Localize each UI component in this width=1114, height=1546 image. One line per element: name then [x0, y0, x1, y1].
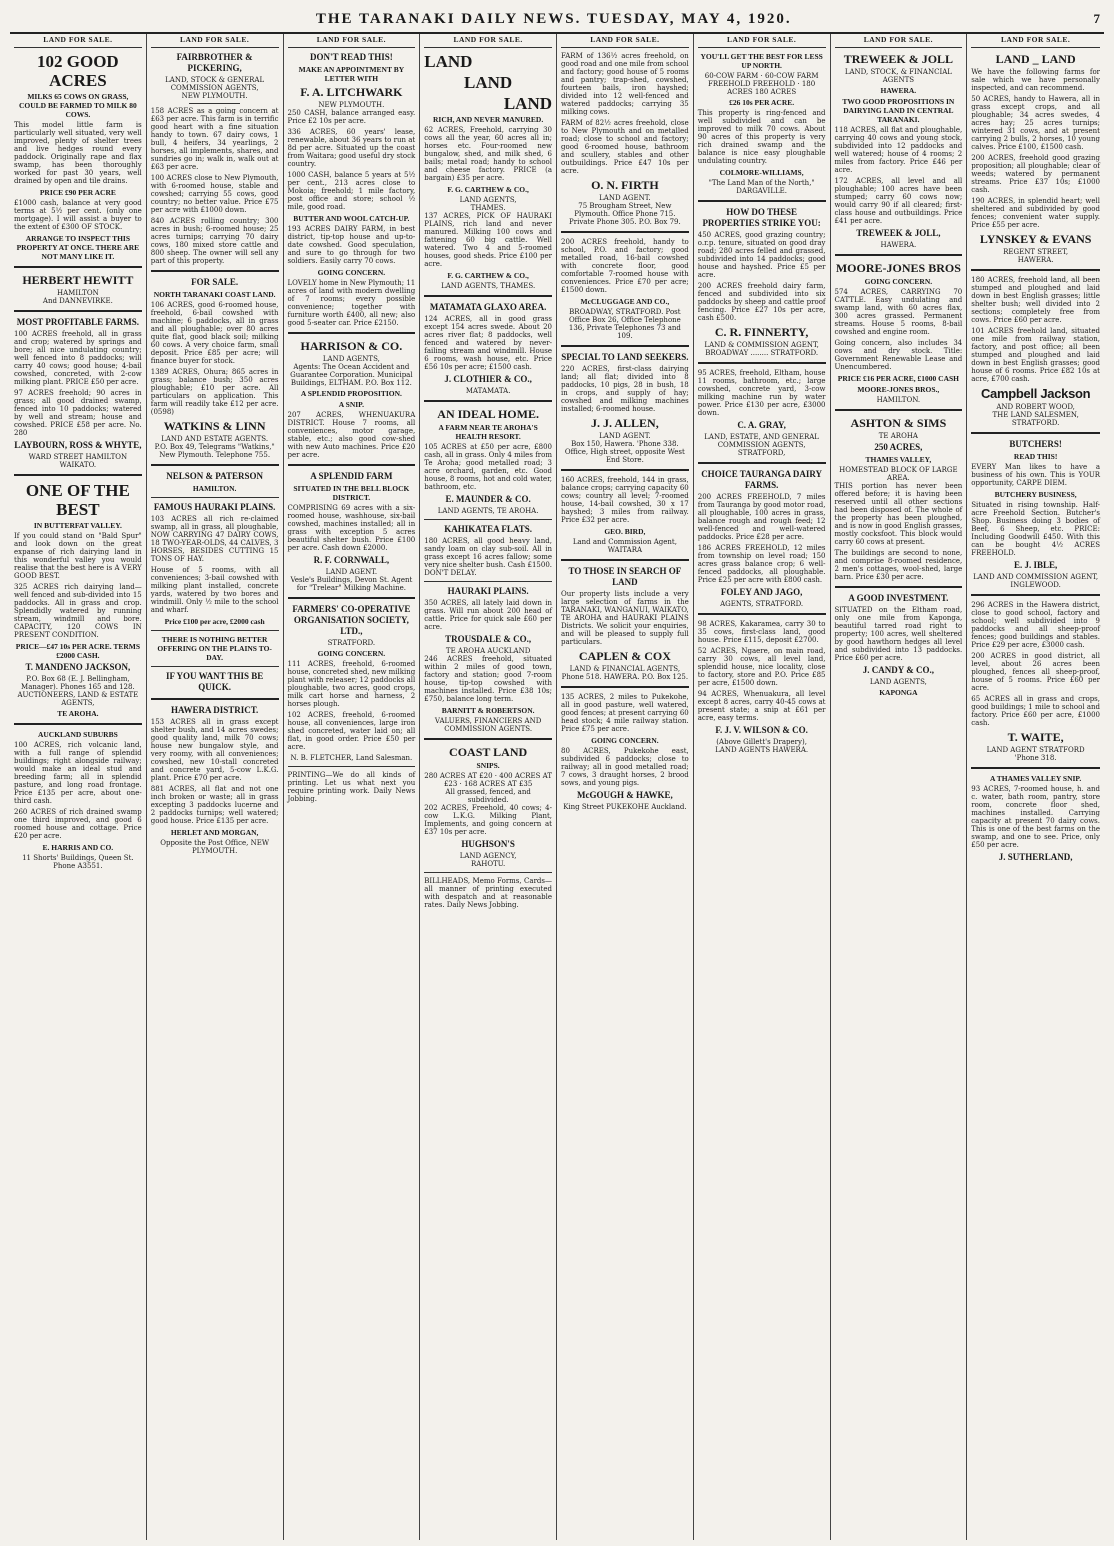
agent-name: HUGHSON'S [461, 839, 515, 849]
column-7 [831, 34, 968, 1540]
ad-body: 180 ACRES, all good heavy land, sandy loam on clay sub-soil. All in grass except 16 acres fallow; some very nice shelter bush. Cash £1500. DON'T DELAY. [424, 537, 552, 577]
ad-body: 102 ACRES, freehold, 6-roomed house, all conveniences, large iron shed concreted, water laid on; all flat, in good order. Price £50 per acre. [287, 711, 416, 751]
agent-name: LYNSKEY & EVANS [979, 232, 1092, 246]
ad-title: A SPLENDID PROPOSITION. [300, 389, 402, 398]
agent-town: TE AROHA [878, 432, 918, 440]
ad-title: BUTTER AND WOOL CATCH-UP. [293, 214, 410, 223]
agent-role: LAND AGENTS, [869, 678, 927, 686]
ad-title: LAND [424, 52, 473, 71]
agent-name: TREWEEK & JOLL [843, 52, 954, 66]
ad-body: 190 ACRES, in splendid heart; well sheltered and subdivided by good fences; convenient water supply. Price £55 per acre. [971, 197, 1100, 229]
ad-body: 124 ACRES, all in good grass except 154 acres swede. About 20 acres river flat; 8 paddocks, well fenced and watered by never-failing stream and windmill. House 6 rooms, wash house, etc. Price £56 10s per acre; £1500 cash. [424, 315, 552, 371]
ad-body: 95 ACRES, freehold, Eltham, house 11 rooms, bathroom, etc.; large cowshed, concrete yard, 3-cow milking machine run by water power. Price £130 per acre, £3000 down. [697, 369, 826, 417]
agent-name: TREWEEK & JOLL, [856, 228, 941, 238]
ad-title: THERE IS NOTHING BETTER OFFERING ON THE PLAINS TO-DAY. [157, 635, 272, 662]
ad-subtitle: STRATFORD. [327, 639, 376, 647]
ad-body: 52 ACRES, Ngaere, on main road, carry 30 cows, all level land, splendid house, nice locality, close to factory, store and P.O. Price £85 per acre, £1500 down. [697, 647, 826, 687]
ad-body: 200 ACRES FREEHOLD, 7 miles from Tauranga by good motor road, all ploughable, 100 acres in grass, balance rough and rough feed; 12 well-fenced and well-watered paddocks. Price £28 per acre. [697, 493, 826, 541]
agent-address: King Street PUKEKOHE Auckland. [563, 803, 687, 811]
masthead [10, 6, 1104, 34]
ad-body: 101 ACRES freehold land, situated one mile from railway station, factory, and post office; all been stumped and ploughed and laid down in best English grasses; good house of 6 rooms. Price £82 10s at acre, £700 cash. [971, 327, 1100, 383]
ad-title: FAMOUS HAURAKI PLAINS. [153, 502, 276, 512]
agent-name: TROUSDALE & CO., [445, 634, 532, 644]
ad-body: 103 ACRES all rich re-claimed swamp, all in grass, all ploughable, NOW CARRYING 47 DAIRY COWS, 18 TWO-YEAR-OLDS, 44 CALVES, 3 HORSES, BESIDES CUTTING 15 TONS OF HAY. [150, 515, 279, 563]
ad-title: A GOOD INVESTMENT. [848, 593, 949, 603]
ad-title: KAHIKATEA FLATS. [444, 524, 532, 534]
agent-name: FAIRBROTHER & PICKERING, [176, 52, 253, 73]
ad-subtitle: READ THIS! [1013, 452, 1058, 461]
agent-name: HERLET AND MORGAN, [170, 828, 259, 837]
ad-body: 105 ACRES at £50 per acre, £800 cash, all in grass. Only 4 miles from Te Aroha; good metalled road; 3 acre orchard, garden, etc. Good house, 8 rooms, hot and cold water, bathroom, etc. [424, 443, 552, 491]
agent-name: J. CLOTHIER & CO., [444, 374, 532, 384]
ad-title: AN IDEAL HOME. [437, 407, 539, 421]
agent-town: STRATFORD. [1011, 419, 1060, 427]
ad-body: 93 ACRES, 7-roomed house, h. and c. water, bath room, pantry, store room, concrete floor shed, machines installed. Carrying capacity at present 70 dairy cows. This is one of the best farms on the swamp, and one to see. Price, only £50 per acre. [971, 785, 1100, 849]
ad-body: 97 ACRES freehold; 90 acres in grass; all good drained swamp, fenced into 10 paddocks; watered by well and stream; house and cowshed. PRICE £58 per acre. No. 280 [14, 389, 142, 437]
ad-body: 325 ACRES rich dairying land—well fenced and sub-divided into 15 paddocks. All in grass and crop. Splendidly watered by running stream, windmill and bore. CAPACITY, 120 COWS IN PRESENT CONDITION. [14, 583, 142, 639]
ad-title: FARMERS' CO-OPERATIVE ORGANISATION SOCIETY, LTD., [292, 604, 411, 636]
agent-role: THE LAND SALESMEN, [992, 411, 1079, 419]
column-heading: LAND FOR SALE. [14, 34, 142, 48]
ad-subtitle: A SNIP. [338, 400, 364, 409]
ad-body: 111 ACRES, freehold, 6-roomed house, concreted shed, new milking plant with releaser; 12 paddocks all ploughable, two acres, good crops, milk cart horse and harness, 2 horses plough. [287, 660, 416, 708]
agent-name: J. SUTHERLAND, [998, 852, 1073, 862]
ad-terms: £1000 cash, balance at very good terms at 5½ per cent. (only one mortgage). I will assist a buyer to the extent of £300 OF STOCK. [14, 199, 142, 231]
agent-name: C. R. FINNERTY, [714, 325, 809, 339]
agent-address: Box 150, Hawera. 'Phone 338. Office, High street, opposite West End Store. [564, 440, 685, 464]
agent-address: BROADWAY, STRATFORD. Post Office Box 26, Office Telephone 136, Private Telephones 73 and 109. [568, 308, 681, 340]
agent-town: INGLEWOOD. [1010, 581, 1061, 589]
masthead-title: THE TARANAKI DAILY NEWS. TUESDAY, MAY 4, 1920. [315, 10, 792, 27]
ad-body: SITUATED on the Eltham road, only one mile from Kaponga, beautiful tarred road right to property; 100 acres, well sheltered by good hawthorn hedges all level and subdivided into 13 paddocks. Price £60 per acre. [834, 606, 963, 662]
ad-title: LAND [464, 73, 513, 92]
column-5 [557, 34, 694, 1540]
ad-body: 1389 ACRES, Ohura; 865 acres in grass; balance bush; 350 acres ploughable; £10 per acre. All particulars on application. This farm will readily take £12 per acre. (0598) [150, 368, 279, 416]
ad-title: AUCKLAND SUBURBS [37, 730, 118, 739]
agent-name: HERBERT HEWITT [22, 273, 134, 287]
agent-name: HARRISON & CO. [300, 339, 403, 353]
agent-role: LAND AGENTS, THAMES. [441, 282, 536, 290]
ad-body: This model little farm is particularly well situated, very well improved, plenty of shelter trees and live hedges round every paddock. Originally rape and flax swamp, has been thoroughly worked for past 30 years, well drained by open and tile drains. [14, 121, 142, 185]
agent-role: LAND AGENT. [325, 568, 378, 576]
agent-role: LAND AGENTS, [459, 196, 517, 204]
ad-title: BUTCHERS! [1009, 439, 1062, 449]
column-2 [147, 34, 284, 1540]
ad-title: MOORE-JONES BROS [835, 261, 961, 275]
ad-body: 98 ACRES, Kakaramea, carry 30 to 35 cows, first-class land, good house. Price £115, deposit £2700. [697, 620, 826, 644]
ad-title: GOING CONCERN. [317, 268, 386, 277]
ad-body: 80 ACRES, Pukekohe east, subdivided 6 paddocks; close to railway; all in good metalled road; 7 cows, 3 draught horses, 2 brood sows, and young pigs. [561, 747, 689, 787]
column-heading: LAND FOR SALE. [698, 34, 826, 48]
column-heading: LAND FOR SALE. [971, 34, 1100, 48]
ad-body: Situated in rising township. Half-acre Freehold Section. Butcher's Shop. Business doing 3 bodies of Beef, 6 Sheep, etc. PRICE: Including Goodwill £450. With this can be bought 4½ ACRES FREEHOLD. [971, 501, 1100, 557]
ad-subtitle: GOING CONCERN. [317, 649, 386, 658]
agent-name: NELSON & PATERSON [166, 471, 263, 481]
agent-role: LAND AGENCY, [459, 852, 517, 860]
agent-role: LAND, STOCK, & FINANCIAL AGENTS [844, 68, 952, 84]
ad-body: 574 ACRES, CARRYING 70 CATTLE. Easy undulating and swamp land, with 60 acres flax, 300 acres grassed. Permanent streams. House 5 rooms, 8-bail cowshed and engine room. [834, 288, 963, 336]
ad-title: COAST LAND [449, 745, 528, 759]
column-1 [10, 34, 147, 1540]
agent-address: 75 Brougham Street, New Plymouth. Office Phone 715. Private Phone 305. P.O. Box 79. [569, 202, 681, 226]
ad-body: 336 ACRES, 60 years' lease, renewable, about 36 years to run at 8d per acre. Situated up the coast from Waitara; good useful dry stock country. [287, 128, 416, 168]
ad-subtitle: MAKE AN APPOINTMENT BY LETTER WITH [298, 65, 405, 83]
ad-title: SPECIAL TO LAND SEEKERS. [561, 352, 689, 362]
ad-list: 280 ACRES AT £20 · 400 ACRES AT £23 · 168 ACRES AT £35 [424, 772, 552, 788]
agent-town: HAWERA. [880, 86, 917, 95]
agent-name: LAYBOURN, ROSS & WHYTE, [14, 440, 142, 450]
ad-subtitle: NORTH TARANAKI COAST LAND. [153, 290, 276, 299]
ad-body: FARM of 82½ acres freehold, close to New Plymouth and on metalled road; close to school and factory; good 6-roomed house, bathroom and scullery, stables and other outbuildings. Price £47 10s per acre. [561, 119, 689, 175]
ad-subtitle: MILKS 65 COWS ON GRASS, COULD BE FARMED TO MILK 80 COWS. [19, 92, 137, 119]
ad-body: 296 ACRES in the Hawera district, close to good school, factory and school; well subdivided into 9 paddocks and all sheep-proof fences; good buildings and stables. Price £29 per acre, £3000 cash. [971, 601, 1100, 649]
agent-name: J. CANDY & CO., [862, 665, 934, 675]
ad-list: 60-COW FARM · 60-COW FARM [704, 72, 819, 80]
agent-name: R. F. CORNWALL, [313, 555, 390, 565]
agent-name: Campbell Jackson [980, 386, 1091, 401]
ad-title: CHOICE TAURANGA DAIRY FARMS. [701, 469, 823, 490]
agent-town: BROADWAY ........ STRATFORD. [705, 349, 819, 357]
ad-body: House of 5 rooms, with all conveniences; 3-bail cowshed with milking plant installed, concrete yards, watered by two bores and windmill. Only ½ mile to the school and wharf. [150, 566, 279, 614]
ad-subtitle: SNIPS. [476, 761, 500, 770]
ad-body: 220 ACRES, first-class dairying land; all flat; divided into 8 paddocks, 10 pigs, 28 in bush, 18 in crops, and supply of hay; cowshed and milking machines installed; 6-roomed house. [561, 365, 689, 413]
ad-title: MATAMATA GLAXO AREA. [429, 302, 547, 312]
agent-town: THAMES. [470, 204, 506, 212]
agent-role: LAND AGENTS, TE AROHA. [437, 507, 539, 515]
ad-subtitle: BUTCHERY BUSINESS, [994, 490, 1077, 499]
agent-town: MATAMATA. [465, 387, 511, 395]
ad-body: COMPRISING 69 acres with a six-roomed house, washhouse, six-bail cowshed, machines installed; all in grass with exception 5 acres beautiful shelter bush. Price £100 per acre. Cash down £2000. [287, 504, 416, 552]
ad-price: £26 10s PER ACRE. [729, 98, 795, 107]
ad-body: 106 ACRES, good 6-roomed house, freehold, 6-bail cowshed with machine; 6 paddocks, all in grass and all ploughable; over 80 acres quite flat, good black soil; milking 60 cows. A very choice farm, small deposit. Price £85 per acre; will finance buyer for stock. [150, 301, 279, 365]
ad-body: 840 ACRES rolling country; 300 acres in bush; 6-roomed house; 25 acres turnips; carrying 70 dairy cows, 180 mixed store cattle and 800 sheep. The owner will sell any part of this property. [150, 217, 279, 265]
column-heading: LAND FOR SALE. [561, 34, 689, 48]
ad-title: HOW DO THESE PROPERTIES STRIKE YOU: [702, 207, 821, 228]
agent-address: REGENT STREET, [1003, 248, 1069, 256]
ad-body: 881 ACRES, all flat and not one inch broken or waste; all in grass excepting 3 paddocks lucerne and 2 paddocks turnips; well watered; good house. Price £135 per acre. [150, 785, 279, 825]
agent-name: E. HARRIS AND CO. [42, 843, 114, 852]
agent-name: F. G. CARTHEW & CO., [447, 185, 529, 194]
ad-body: 158 ACRES as a going concern at £63 per acre. This farm is in terrific good heart with a fine situation handy to town. 67 dairy cows, 1 bull, 4 heifers, 34 yearlings, 2 horses, all implements, shares, and sundries go in; walk in, walk out at £63 per acre. [150, 107, 279, 171]
ad-price: PRICE £90 PER ACRE [39, 188, 116, 197]
ad-body: LOVELY home in New Plymouth; 11 acres of land with modern dwelling of 7 rooms; every possible convenience; together with furniture worth £400, all new; also good 5-seater car. Price £2150. [287, 279, 416, 327]
ad-body: 200 ACRES freehold dairy farm, fenced and subdivided into six paddocks by sheep and cattle proof fencing. Price £27 10s per acre, cash £500. [697, 282, 826, 322]
ad-list: FREEHOLD FREEHOLD · 180 ACRES 180 ACRES [708, 80, 816, 96]
ad-body: 350 ACRES, all lately laid down in grass. Will run about 200 head of cattle. Price for quick sale £60 per acre. [424, 599, 552, 631]
page-number: 7 [1093, 11, 1100, 26]
agent-address: P.O. Box 68 (E. J. Bellingham, Manager). Phones 165 and 128. [21, 675, 135, 691]
agent-name: E. MAUNDER & CO. [445, 494, 531, 504]
agent-role: LAND AGENTS, [322, 355, 380, 363]
ad-title: MOST PROFITABLE FARMS. [16, 317, 139, 327]
ad-body: Our property lists include a very large selection of farms in the TARANAKI, WANGANUI, WAIKATO, TE AROHA and HAURAKI PLAINS Districts. We solicit your enquiries, and will be pleased to supply full particulars. [561, 590, 689, 646]
column-heading: LAND FOR SALE. [288, 34, 416, 48]
agent-town: RAHOTU. [470, 860, 506, 868]
ad-price: PRICE—£47 10s PER ACRE. TERMS £2000 CASH. [15, 642, 140, 660]
printing-notice: BILLHEADS, Memo Forms, Cards—all manner of printing executed with despatch and at reasonable rates. Daily News Jobbing. [424, 877, 552, 909]
agent-role: LAND & COMMISSION AGENT, [704, 341, 819, 349]
ad-body: 1000 CASH, balance 5 years at 5½ per cent., 213 acres close to Mokoia; freehold; 1 mile factory, post office and store; school ½ mile, good road. [287, 171, 416, 211]
agent-name: F. A. LITCHWARK [300, 85, 403, 99]
ad-title: A SPLENDID FARM [310, 471, 393, 481]
agent-address: Phone 518. HAWERA. P.O. Box 125. [561, 673, 689, 681]
agent-role: LAND AND COMMISSION AGENT, [973, 573, 1099, 581]
agent-name: F. G. CARTHEW & CO., [447, 271, 529, 280]
column-heading: LAND FOR SALE. [424, 34, 552, 48]
ad-body: 200 ACRES in good district, all level, about 26 acres been ploughed, fences all sheep-proof, house of 5 rooms. Price £60 per acre. [971, 652, 1100, 692]
ad-body: FARM of 136½ acres freehold, on good road and one mile from school and factory; good house of 5 rooms and pantry; trap-shed, cowshed, fourteen bails, iron hayshed; divided into 12 well-fenced and watered paddocks; carrying 35 milking cows. [561, 52, 689, 116]
ad-title: 102 GOOD ACRES [37, 52, 119, 90]
ad-title: ONE OF THE BEST [25, 481, 130, 519]
agent-name: CAPLEN & COX [578, 649, 671, 663]
ad-subtitle: HOMESTEAD BLOCK OF LARGE AREA. [839, 466, 958, 482]
ad-title: YOU'LL GET THE BEST FOR LESS UP NORTH. [700, 52, 823, 70]
ad-title: IF YOU WANT THIS BE QUICK. [165, 671, 264, 692]
column-8 [967, 34, 1104, 1540]
ad-title: FOR SALE. [191, 277, 239, 287]
agent-town: STRATFORD, [737, 449, 786, 457]
column-heading: LAND FOR SALE. [835, 34, 963, 48]
agent-name: ASHTON & SIMS [850, 416, 947, 430]
agent-address: WARD STREET HAMILTON WAIKATO. [28, 453, 128, 469]
agent-role: "The Land Man of the North," [708, 179, 815, 187]
agent-town: NEW PLYMOUTH. [318, 101, 385, 109]
ad-subtitle: GOING CONCERN. [591, 736, 659, 745]
agent-address: Vesle's Buildings, Devon St. Agent for "Trelear" Milking Machine. [290, 576, 413, 592]
agent-name: MOORE-JONES BROS., [857, 385, 940, 394]
ad-title: LAND _ LAND [995, 52, 1076, 66]
ad-body: 94 ACRES, Whenuakura, all level except 8 acres, carry 40-45 cows at present state; a snip at £61 per acre, easy terms. [697, 690, 826, 722]
agent-name: COLMORE-WILLIAMS, [719, 168, 804, 177]
ad-body: The buildings are second to none, and comprise 8-roomed residence, 2 men's cottages, wool-shed, large barn. Price £30 per acre. [834, 549, 963, 581]
ad-body: 50 ACRES, handy to Hawera, all in grass except crops, and all ploughable; 34 acres swedes, 4 acres hay; 25 acres turnips; wintered 31 cows, and at present carrying 2 bulls, 2 horses, 10 young calves. Price £100, £1500 cash. [971, 95, 1100, 151]
ad-subtitle: SITUATED IN THE BELL BLOCK DISTRICT. [293, 484, 410, 502]
ad-body: 207 ACRES, WHENUAKURA DISTRICT. House 7 rooms, all conveniences, motor garage, stable, etc.; also good cow-shed with new Auto machines. Price £20 per acre. [287, 411, 416, 459]
ad-title: A THAMES VALLEY SNIP. [990, 774, 1082, 783]
ad-body: 186 ACRES FREEHOLD, 12 miles from township on level road; 150 acres grass balance crop; 6 well-fenced paddocks, all ploughable. Price £25 per acre with £800 cash. [697, 544, 826, 584]
agent-name: T. MANDENO JACKSON, [25, 662, 131, 672]
ad-body: 260 ACRES of rich drained swamp one third improved, and good 6 roomed house and cottage. Price £20 per acre. [14, 808, 142, 840]
agent-address: P.O. Box 49, Telegrams "Watkins," New Plymouth. Telephone 755. [154, 443, 275, 459]
agent-role: AGENTS, STRATFORD. [720, 600, 804, 608]
agent-role: AUCTIONEERS, LAND & ESTATE AGENTS, [17, 691, 139, 707]
agent-town: NEW PLYMOUTH. [181, 92, 248, 100]
ad-body: 172 ACRES, all level and all ploughable; 100 acres have been stumped; carry 60 cows now; would carry 90 if all cleared; first-class house and outbuildings. Price £41 per acre. [834, 177, 963, 225]
agent-name: BARNITT & ROBERTSON. [441, 706, 535, 715]
ad-title: LAND [503, 94, 552, 113]
ad-body: 180 ACRES, freehold land, all been stumped and ploughed and laid down in best English grasses; little shelter bush; well divided into 2 sections; completely free from cows. Price £60 per acre. [971, 276, 1100, 324]
agent-role: LAND, STOCK & GENERAL COMMISSION AGENTS, [165, 76, 265, 92]
agent-name: WATKINS & LINN [163, 419, 266, 433]
ad-body: 450 ACRES, good grazing country; o.r.p. tenure, situated on good dray road; 280 acres felled and grassed, subdivided into 14 paddocks; good house and hayshed. Price £5 per acre. [697, 231, 826, 279]
ad-price: Price £100 per acre, £2000 cash [164, 617, 265, 626]
ad-price: PRICE £16 PER ACRE, £1000 CASH [837, 374, 959, 383]
column-heading: LAND FOR SALE. [151, 34, 279, 48]
agent-role: (Above Gillett's Drapery), [716, 738, 807, 746]
agent-role: Land and Commission Agent, [572, 538, 677, 546]
agent-town: HAWERA. [1017, 256, 1054, 264]
ad-title: 250 ACRES, [874, 442, 923, 452]
agent-name: FOLEY AND JAGO, [720, 587, 803, 597]
agent-town: KAPONGA [879, 688, 918, 697]
agent-name: F. J. V. WILSON & CO. [715, 725, 808, 735]
agent-address: Opposite the Post Office, NEW PLYMOUTH. [160, 839, 270, 855]
ad-body: 118 ACRES, all flat and ploughable, carrying 40 cows and young stock, subdivided into 12 paddocks and well watered; house of 4 rooms; 2 miles from factory. Price £46 per acre. [834, 126, 963, 174]
ad-subtitle: RICH, AND NEVER MANURED. [433, 115, 544, 124]
ad-body: We have the following farms for sale which we have personally inspected, and can recommend. [971, 68, 1100, 92]
agent-town: LAND AGENTS HAWERA. [715, 746, 809, 754]
agent-role: AND ROBERT WOOD, [996, 403, 1075, 411]
column-4 [420, 34, 557, 1540]
ad-body: 200 ACRES freehold, handy to school, P.O. and factory; good metalled road, 16-bail cowshed with concrete floor, good comfortable 7-roomed house with conveniences. Price £70 per acre; £1500 down. [561, 238, 689, 294]
agent-town: HAMILTON. [192, 484, 237, 493]
ad-body: 250 CASH, balance arranged easy. Price £2 10s per acre. [287, 109, 416, 125]
ad-body: If you could stand on "Bald Spur" and look down on the great expanse of rich dairying land in this wonderful valley you would realise that the best here is A VERY GOOD BEST. [14, 532, 142, 580]
agent-phone: 'Phone 318. [1014, 754, 1057, 762]
ad-call: ARRANGE TO INSPECT THIS PROPERTY AT ONCE. THERE ARE NOT MANY LIKE IT. [16, 234, 140, 261]
ad-body: 135 ACRES, 2 miles to Pukekohe, all in good pasture, well watered, good fences; at present carrying 60 head stock; 4 mile railway station. Price £75 per acre. [561, 693, 689, 733]
agent-role: LAND & FINANCIAL AGENTS, [569, 665, 681, 673]
agent-role: VALUERS, FINANCIERS AND COMMISSION AGENTS. [434, 717, 542, 733]
agent-role: LAND AGENT STRATFORD [986, 746, 1085, 754]
column-3 [284, 34, 421, 1540]
agent-role: LAND AND ESTATE AGENTS. [161, 435, 269, 443]
agent-name: O. N. FIRTH [591, 178, 659, 192]
agent-name: C. A. GRAY, [737, 420, 786, 430]
ad-subtitle: IN BUTTERFAT VALLEY. [33, 521, 122, 530]
ad-body: All grassed, fenced, and subdivided. [445, 788, 531, 804]
column-6 [694, 34, 831, 1540]
ad-body: 100 ACRES freehold, all in grass and crop; watered by springs and bore; all nice undulating country; well fenced into 8 paddocks; will carry 40 cows; good house; 4-bail cowshed, concreted, with 2-cow milking plant. PRICE £50 per acre. [14, 330, 142, 386]
ad-body: EVERY Man likes to have a business of his own. This is YOUR opportunity, CARPE DIEM. [971, 463, 1100, 487]
agent-town: HAMILTON [57, 289, 99, 297]
ad-body: 202 ACRES, Freehold, 40 cows; 4-cow L.K.G. Milking Plant, Implements, and going concern at £37 10s per acre. [424, 804, 552, 836]
ad-body: 137 ACRES, PICK OF HAURAKI PLAINS, rich land and never manured. Milking 100 cows and fattening 60 big cattle. Well watered. Two 4 and 5-roomed houses, good sheds. Price £100 per acre. [424, 212, 552, 268]
ad-body: 100 ACRES, rich volcanic land, with a full range of splendid buildings; right alongside railway; would make an ideal stud and breeding farm; all in splendid pasture, and long road frontage. Price £135 per acre, about one-third cash. [14, 741, 142, 805]
agent-town: HAWERA. [880, 241, 917, 249]
ad-body: 100 ACRES close to New Plymouth, with 6-roomed house, stable and cowshed; carrying 55 cows, good country; no better value. Price £75 per acre with £1000 down. [150, 174, 279, 214]
agent-name: E. J. IBLE, [1013, 560, 1058, 570]
agent-name: J. J. ALLEN, [591, 416, 659, 430]
ad-subtitle: A FARM NEAR TE AROHA'S HEALTH RESORT. [438, 423, 538, 441]
ad-body: This property is ring-fenced and well subdivided and can be improved to milk 70 cows. About 90 acres of this property is very rich drained swamp and the balance is nice easy ploughable undulating country. [697, 109, 826, 165]
ad-body: 62 ACRES, Freehold, carrying 30 cows all the year, 60 acres all in; horses etc. Four-roomed new bungalow, shed, and milk shed, 6 bails; metal road; handy to school and cheese factory. PRICE (a bargain) £35 per acre. [424, 126, 552, 182]
agent-role: LAND, ESTATE, AND GENERAL COMMISSION AGENTS, [704, 433, 819, 449]
agent-role: LAND AGENT. [599, 194, 651, 202]
agent-address: TE AROHA AUCKLAND [445, 647, 531, 655]
ad-body: THIS portion has never been offered before; it is having been reserved until all other sections had been disposed of. The whole of the property has been ploughed, and is now in good English grasses, mostly cocksfoot. This block would carry 60 cows at present. [834, 482, 963, 546]
ad-subtitle: GOING CONCERN. [864, 277, 933, 286]
ad-title: DON'T READ THIS! [310, 52, 393, 62]
agent-role: LAND AGENT. [599, 432, 651, 440]
agent-name: T. WAITE, [1007, 730, 1064, 744]
ad-body: 65 ACRES all in grass and crops, good buildings; 1 mile to school and factory. Price £60 per acre, £1000 cash. [971, 695, 1100, 727]
ad-title: TO THOSE IN SEARCH OF LAND [568, 566, 682, 587]
agent-town: DARGAVILLE. [736, 187, 787, 195]
agent-address: 11 Shorts' Buildings, Queen St. Phone A3551. [22, 854, 134, 870]
agent-town: HAMILTON. [876, 396, 921, 404]
ad-title: TWO GOOD PROPOSITIONS IN DAIRYING LAND IN CENTRAL TARANAKI. [842, 97, 955, 124]
ad-body: 200 ACRES, freehold good grazing proposition; all ploughable; clear of weeds; watered by permanent streams. Price £37 10s; £1000 cash. [971, 154, 1100, 194]
agent-name: N. B. FLETCHER, Land Salesman. [290, 754, 413, 762]
agent-name: GEO. BIRD, [604, 527, 646, 536]
agent-town: WAITARA [607, 546, 643, 554]
printing-notice: PRINTING—We do all kinds of printing. Let us what next you require printing work. Daily News Jobbing. [287, 771, 416, 803]
ad-body: 160 ACRES, freehold, 144 in grass, balance crops; carrying capacity 60 cows; country all level; 7-roomed house, 14-bail cowshed, 30 x 17 hayshed; 3 miles from railway. Price £32 per acre. [561, 476, 689, 524]
ad-subtitle: THAMES VALLEY, [865, 455, 932, 464]
ad-body: 193 ACRES DAIRY FARM, in best district, tip-top house and up-to-date cowshed. Good speculation, and sure to go through for two soldiers. Easily carry 70 cows. [287, 225, 416, 265]
ad-title: HAURAKI PLAINS. [447, 586, 529, 596]
ad-body: Going concern, also includes 34 cows and dry stock. Title: Government Renewable Lease and Unencumbered. [834, 339, 963, 371]
ad-body: 153 ACRES all in grass except shelter bush, and 14 acres swedes; good quality land, milk 70 cows; house new bungalow style, and very roomy, with all conveniences; cowshed, new 10-stall concreted and concrete yard, 5-cow L.K.G. plant. Price £70 per acre. [150, 718, 279, 782]
ad-body: 246 ACRES freehold, situated within 2 miles of good town, factory and station; good 7-room house, tip-top cowshed with machines installed. Price £38 10s; £750, balance long term. [424, 655, 552, 703]
agent-town: And DANNEVIRKE. [42, 297, 113, 305]
agent-name: McCLUGGAGE AND CO., [580, 297, 670, 306]
ad-title: HAWERA DISTRICT. [170, 705, 259, 715]
agent-name: McGOUGH & HAWKE, [577, 790, 673, 800]
agent-town: TE AROHA. [57, 709, 99, 718]
agent-address: Agents: The Ocean Accident and Guarantee Corporation. Municipal Buildings, ELTHAM. P.O. Box 112. [290, 363, 413, 387]
